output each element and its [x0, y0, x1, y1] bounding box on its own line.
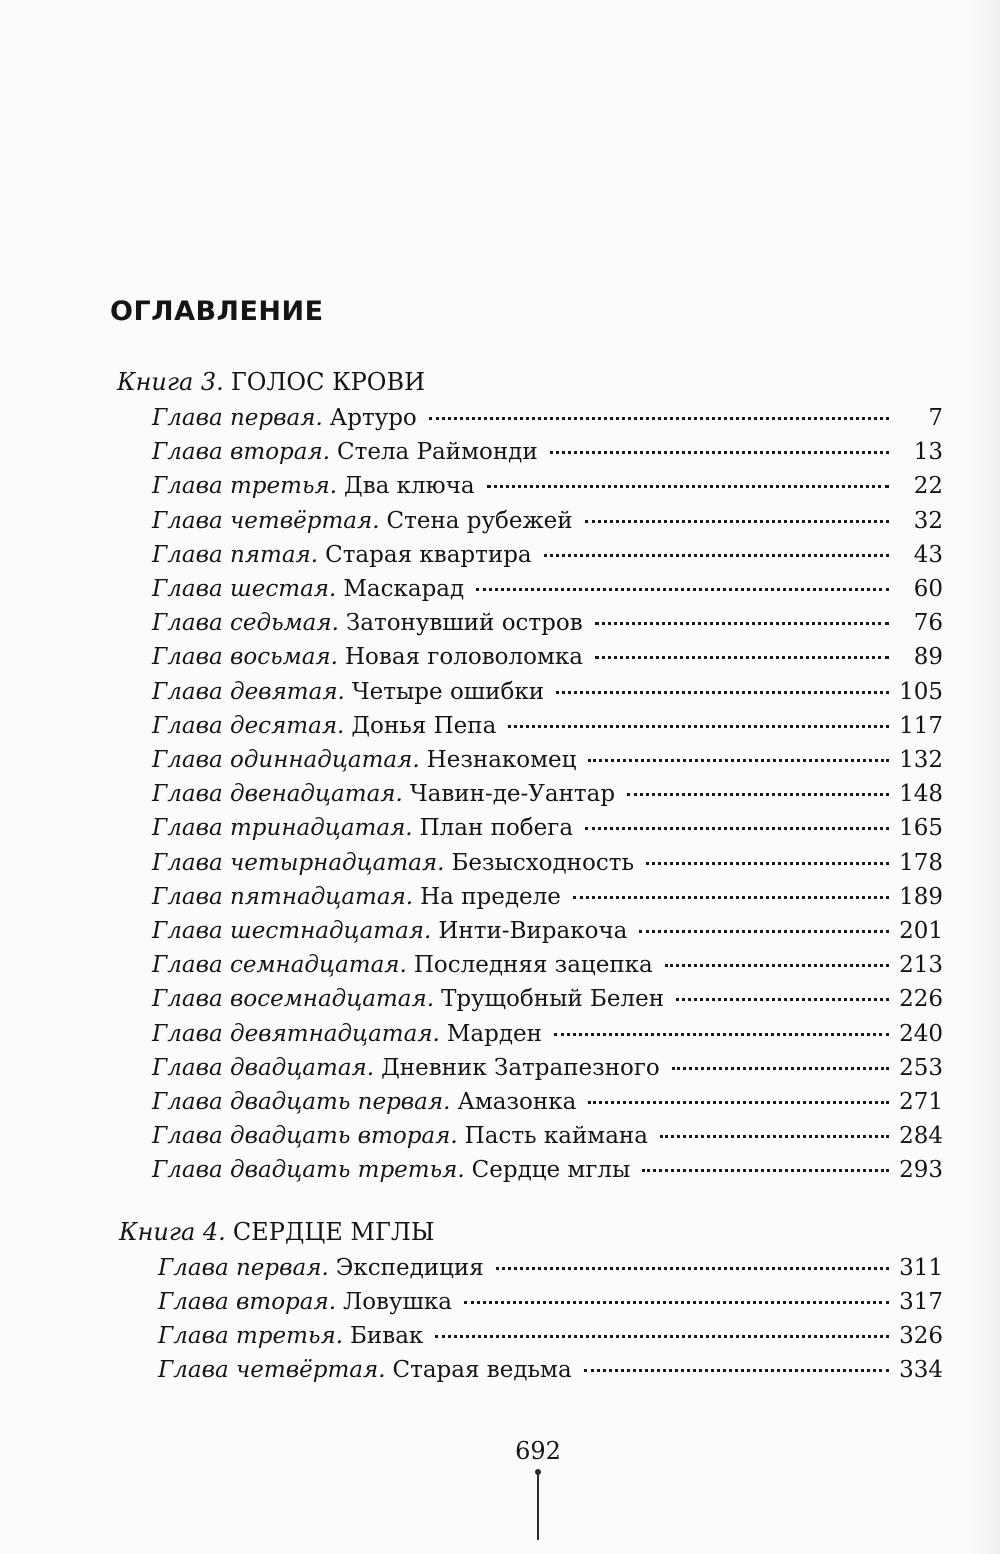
- chapter-title: Инти-Виракоча: [438, 918, 628, 944]
- dot-leader: [676, 998, 889, 1001]
- chapter-number: Глава шестнадцатая.: [152, 918, 432, 944]
- dot-leader: [595, 622, 889, 625]
- chapter-page-number: 60: [913, 576, 943, 602]
- chapter-page-number: 253: [899, 1054, 943, 1081]
- chapter-number: Глава двенадцатая.: [152, 781, 403, 808]
- toc-entry: [152, 1123, 943, 1157]
- toc-entry: [152, 1055, 943, 1089]
- dot-leader: [642, 1169, 889, 1172]
- chapter-title: Экспедиция: [335, 1255, 484, 1281]
- dot-leader: [639, 930, 889, 933]
- book-label: Книга 3.: [117, 368, 224, 396]
- chapter-number: Глава четырнадцатая.: [152, 849, 445, 876]
- toc-entry: [152, 405, 943, 439]
- chapter-title: Стела Раймонди: [337, 439, 538, 466]
- chapter-title: Чавин-де-Уантар: [409, 781, 616, 808]
- book-heading: [119, 1218, 435, 1246]
- toc-entry: [152, 1157, 943, 1191]
- chapter-number: Глава двадцать вторая.: [152, 1123, 458, 1150]
- chapter-page-number: 13: [913, 439, 943, 466]
- toc-entry: [152, 439, 943, 473]
- toc-entry: [152, 713, 943, 747]
- toc-entry: [152, 542, 943, 576]
- toc-entry: [152, 1089, 943, 1123]
- dot-leader: [595, 656, 889, 659]
- dot-leader: [556, 691, 889, 694]
- toc-entry: [152, 918, 943, 952]
- chapter-page-number: 213: [899, 952, 943, 979]
- dot-leader: [672, 1067, 889, 1070]
- toc-entry: [158, 1357, 943, 1391]
- toc-entry: [152, 884, 943, 918]
- chapter-number: Глава двадцать первая.: [152, 1089, 451, 1115]
- dot-leader: [573, 896, 889, 899]
- chapter-page-number: 165: [899, 815, 943, 842]
- chapter-title: Старая ведьма: [392, 1357, 572, 1383]
- toc-entry: [152, 473, 943, 507]
- toc-entry: [152, 644, 943, 678]
- chapter-number: Глава третья.: [158, 1323, 344, 1349]
- chapter-page-number: 43: [913, 541, 943, 568]
- chapter-title: Последняя зацепка: [413, 952, 653, 979]
- chapter-number: Глава вторая.: [152, 439, 331, 466]
- chapter-page-number: 317: [899, 1289, 943, 1315]
- chapter-number: Глава третья.: [152, 473, 338, 500]
- dot-leader: [627, 793, 889, 796]
- chapter-title: Безысходность: [451, 849, 634, 876]
- chapter-title: Четыре ошибки: [351, 678, 545, 705]
- chapter-number: Глава пятая.: [152, 541, 319, 568]
- chapter-number: Глава вторая.: [158, 1289, 337, 1315]
- toc-entry: [158, 1255, 943, 1289]
- dot-leader: [496, 1267, 889, 1270]
- chapter-page-number: 271: [899, 1089, 943, 1115]
- chapter-title: Затонувший остров: [345, 610, 583, 637]
- chapter-number: Глава тринадцатая.: [152, 815, 413, 842]
- chapter-page-number: 189: [899, 883, 943, 910]
- dot-leader: [550, 451, 889, 454]
- dot-leader: [464, 1301, 889, 1304]
- chapter-number: Глава первая.: [158, 1255, 329, 1281]
- chapter-title: Маскарад: [343, 576, 465, 602]
- chapter-page-number: 178: [899, 849, 943, 876]
- chapter-page-number: 132: [899, 747, 943, 773]
- toc-entry: [158, 1289, 943, 1323]
- toc-entry: [158, 1323, 943, 1357]
- chapter-number: Глава четвёртая.: [158, 1357, 386, 1383]
- chapter-title: Дневник Затрапезного: [381, 1054, 660, 1081]
- dot-leader: [584, 1369, 889, 1372]
- chapter-page-number: 284: [899, 1123, 943, 1150]
- dot-leader: [588, 1101, 889, 1104]
- dot-leader: [646, 862, 889, 865]
- chapter-page-number: 334: [899, 1357, 943, 1383]
- chapter-number: Глава девятая.: [152, 678, 345, 705]
- chapter-title: Бивак: [350, 1323, 424, 1349]
- dot-leader: [585, 827, 889, 830]
- chapter-number: Глава шестая.: [152, 576, 337, 602]
- book-label: Книга 4.: [119, 1218, 226, 1246]
- chapter-page-number: 293: [899, 1157, 943, 1184]
- chapter-page-number: 105: [899, 678, 943, 705]
- toc-entry: [152, 952, 943, 986]
- dot-leader: [487, 485, 889, 488]
- chapter-title: Старая квартира: [325, 541, 532, 568]
- book-title: СЕРДЦЕ МГЛЫ: [232, 1218, 435, 1246]
- chapter-page-number: 240: [899, 1020, 943, 1047]
- chapter-page-number: 311: [899, 1255, 943, 1281]
- chapter-title: Незнакомец: [426, 747, 577, 773]
- chapter-page-number: 326: [899, 1323, 943, 1349]
- chapter-title: План побега: [419, 815, 574, 842]
- chapter-title: Новая головоломка: [344, 644, 583, 671]
- chapter-page-number: 148: [899, 781, 943, 808]
- page-number: 692: [515, 1437, 561, 1465]
- chapter-number: Глава пятнадцатая.: [152, 883, 414, 910]
- chapter-number: Глава седьмая.: [152, 610, 339, 637]
- chapter-page-number: 226: [899, 986, 943, 1013]
- book-title: ГОЛОС КРОВИ: [230, 368, 426, 396]
- toc-entry: [152, 781, 943, 815]
- chapter-page-number: 89: [913, 644, 943, 671]
- dot-leader: [476, 588, 889, 591]
- dot-leader: [554, 1033, 889, 1036]
- dot-leader: [660, 1135, 889, 1138]
- toc-entry: [152, 815, 943, 849]
- chapter-number: Глава первая.: [152, 405, 323, 431]
- chapter-number: Глава двадцатая.: [152, 1054, 375, 1081]
- chapter-title: Амазонка: [457, 1089, 577, 1115]
- chapter-number: Глава четвёртая.: [152, 507, 380, 534]
- chapter-page-number: 201: [899, 918, 943, 944]
- toc-entry: [152, 679, 943, 713]
- toc-entry: [152, 610, 943, 644]
- chapter-number: Глава десятая.: [152, 712, 345, 739]
- chapter-title: Марден: [446, 1020, 542, 1047]
- chapter-title: Стена рубежей: [386, 507, 573, 534]
- chapter-title: Пасть каймана: [464, 1123, 648, 1150]
- toc-entry: [152, 986, 943, 1020]
- chapter-number: Глава одиннадцатая.: [152, 747, 420, 773]
- chapter-number: Глава восемнадцатая.: [152, 986, 435, 1013]
- dot-leader: [665, 964, 889, 967]
- chapter-number: Глава семнадцатая.: [152, 952, 407, 979]
- toc-entry: [152, 850, 943, 884]
- chapter-page-number: 76: [913, 610, 943, 637]
- chapter-title: Сердце мглы: [471, 1157, 631, 1184]
- chapter-page-number: 7: [928, 405, 943, 431]
- toc-entry: [152, 1021, 943, 1055]
- toc-title: ОГЛАВЛЕНИЕ: [110, 296, 324, 327]
- book-heading: [117, 368, 425, 396]
- chapter-title: Два ключа: [344, 473, 475, 500]
- dot-leader: [435, 1335, 889, 1338]
- page-edge-shading: [970, 0, 1000, 1554]
- toc-entry: [152, 747, 943, 781]
- chapter-title: Артуро: [329, 405, 417, 431]
- chapter-number: Глава восьмая.: [152, 644, 338, 671]
- chapter-page-number: 32: [913, 507, 943, 534]
- dot-leader: [585, 520, 889, 523]
- chapter-title: Трущобный Белен: [441, 986, 665, 1013]
- dot-leader: [508, 725, 889, 728]
- chapter-page-number: 117: [899, 712, 943, 739]
- chapter-number: Глава двадцать третья.: [152, 1157, 465, 1184]
- toc-entry: [152, 508, 943, 542]
- chapter-title: Донья Пепа: [351, 712, 497, 739]
- dot-leader: [588, 759, 889, 762]
- chapter-page-number: 22: [913, 473, 943, 500]
- dot-leader: [429, 417, 889, 420]
- folio-ornament-line: [537, 1472, 539, 1540]
- chapter-title: На пределе: [420, 883, 561, 910]
- chapter-title: Ловушка: [343, 1289, 453, 1315]
- chapter-number: Глава девятнадцатая.: [152, 1020, 440, 1047]
- dot-leader: [544, 554, 889, 557]
- toc-entry: [152, 576, 943, 610]
